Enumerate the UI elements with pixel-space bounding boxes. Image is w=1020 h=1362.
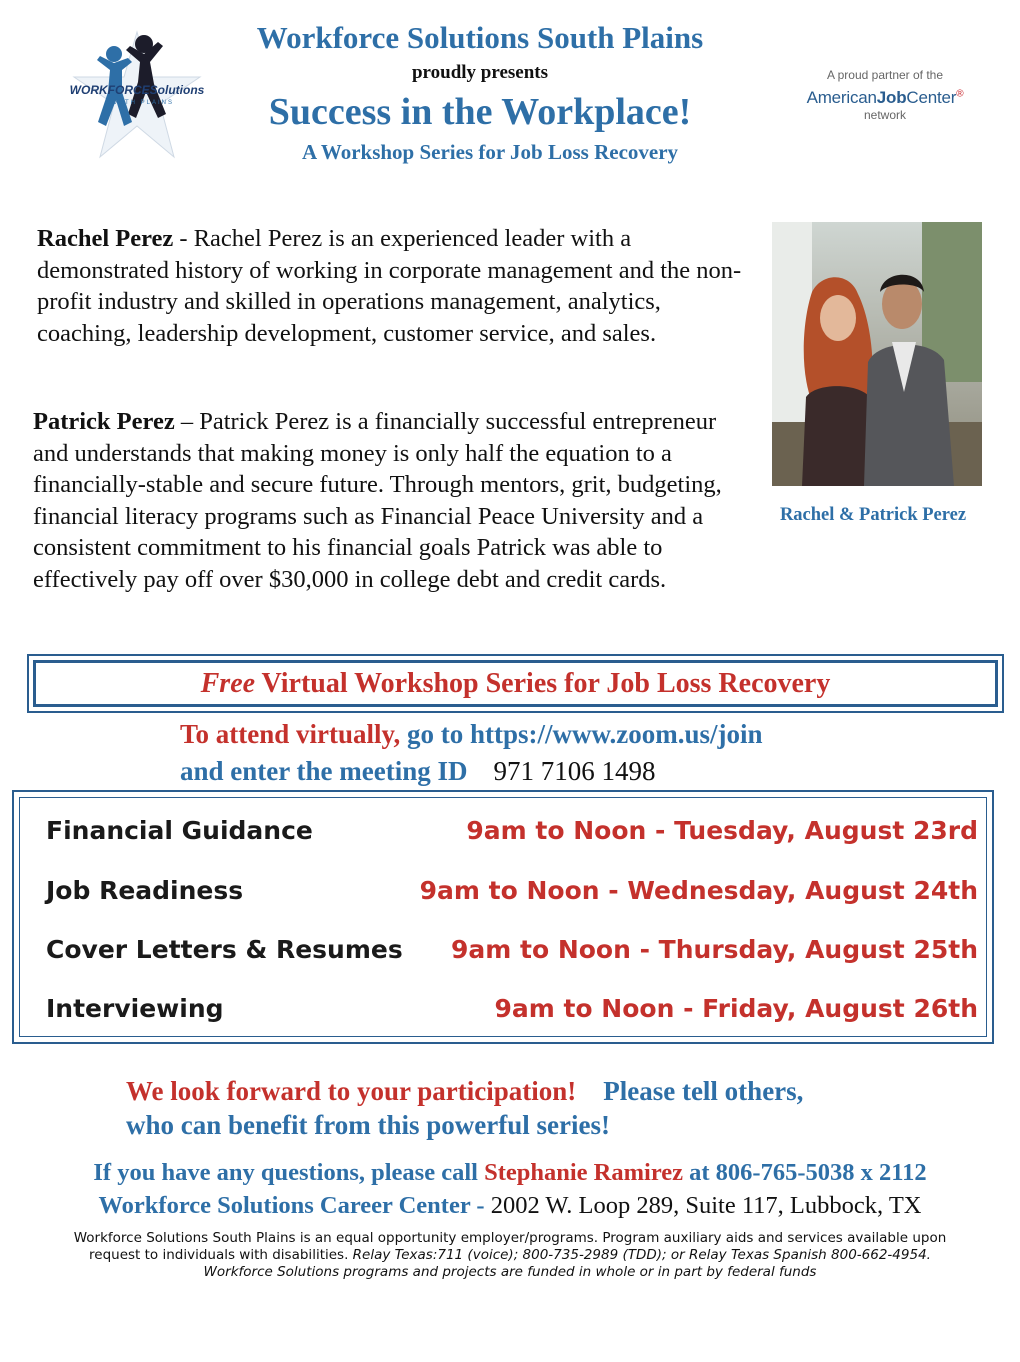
schedule-topic: Cover Letters & Resumes	[46, 935, 403, 964]
logo-subtext: SOUTH PLAINS	[105, 100, 175, 106]
career-center-name: Workforce Solutions Career Center -	[98, 1192, 491, 1219]
schedule-topic: Interviewing	[46, 994, 224, 1023]
attend-instructions	[180, 718, 940, 751]
schedule-time: 9am to Noon - Thursday, August 25th	[450, 935, 978, 964]
speakers-photo	[772, 222, 982, 486]
free-workshop-banner	[27, 654, 1004, 713]
partner-line: A proud partner of the	[826, 68, 944, 82]
photo-caption: Rachel & Patrick Perez	[779, 505, 967, 525]
schedule-row	[20, 925, 986, 975]
schedule-time: 9am to Noon - Tuesday, August 23rd	[466, 816, 978, 845]
contact-name: Stephanie Ramirez	[484, 1159, 683, 1186]
career-center-address: 2002 W. Loop 289, Suite 117, Lubbock, TX	[490, 1192, 922, 1219]
schedule-box	[12, 790, 994, 1044]
page-subtitle: A Workshop Series for Job Loss Recovery	[301, 140, 679, 164]
bio-rachel-separator: -	[173, 225, 194, 252]
schedule-topic: Financial Guidance	[46, 816, 313, 845]
banner-text: Virtual Workshop Series for Job Loss Recovery	[255, 668, 831, 699]
schedule-time: 9am to Noon - Wednesday, August 24th	[419, 876, 978, 905]
banner-free: Free	[200, 668, 256, 699]
bio-patrick-name: Patrick Perez	[33, 408, 175, 435]
schedule-row	[20, 984, 986, 1034]
bio-patrick-separator: –	[174, 408, 200, 435]
workforce-solutions-logo	[62, 22, 212, 167]
bio-rachel	[37, 223, 747, 349]
partner-brand-c: Center	[906, 88, 957, 107]
contact-phone: at 806-765-5038 x 2112	[683, 1159, 927, 1186]
attend-red: To attend virtually,	[180, 719, 401, 749]
schedule-row	[20, 806, 986, 856]
bio-rachel-text: Rachel Perez is an experienced leader with a demonstrated history of working in corporate management and the non-profit industry and skilled in operations management, analytics, coaching, leadership development, customer service, and sales.	[37, 225, 742, 347]
disclaimer-normal: Workforce Solutions South Plains is an equal opportunity employer/programs. Program auxiliary aids and services available upon request to individuals with disabilities.	[73, 1230, 947, 1263]
partner-brand-b: Job	[876, 88, 907, 107]
bio-rachel-name: Rachel Perez	[37, 225, 174, 252]
schedule-topic: Job Readiness	[46, 876, 244, 905]
career-center-line	[0, 1190, 1020, 1222]
contact-line	[0, 1157, 1020, 1189]
closing-line-2: who can benefit from this powerful series!	[126, 1110, 610, 1140]
partner-brand-a: American	[806, 88, 877, 107]
schedule-inner	[19, 797, 987, 1037]
closing-blue: Please tell others,	[603, 1076, 804, 1106]
partner-network: network	[863, 108, 907, 122]
zoom-link: go to https://www.zoom.us/join	[400, 719, 763, 749]
schedule-row	[20, 866, 986, 916]
logo-text: WORKFORCESolutions	[69, 83, 205, 97]
closing-red: We look forward to your participation!	[126, 1076, 577, 1106]
closing-line-1	[126, 1074, 946, 1108]
meeting-id: 971 7106 1498	[493, 756, 656, 786]
schedule-time: 9am to Noon - Friday, August 26th	[494, 994, 978, 1023]
organization-name: Workforce Solutions South Plains	[256, 20, 704, 55]
bio-patrick	[33, 406, 745, 595]
meeting-id-line	[180, 755, 880, 788]
registered-mark: ®	[956, 88, 964, 100]
meeting-id-label: and enter the meeting ID	[180, 756, 468, 786]
presents-line: proudly presents	[411, 62, 549, 83]
contact-prefix: If you have any questions, please call	[93, 1159, 485, 1186]
bio-patrick-text: Patrick Perez is a financially successful entrepreneur and understands that making money is only half the equation to a financially-stable and secure future. Through mentors, grit, budgeting, financial literacy programs such as Financial Peace University and a consistent commitment to his financial goals Patrick was able to effectively pay off over $30,000 in college debt and credit cards.	[33, 408, 722, 593]
banner-inner	[33, 660, 998, 707]
american-job-center-partner-logo	[790, 68, 980, 122]
partner-brand	[790, 88, 980, 108]
closing-message	[126, 1074, 946, 1142]
disclaimer	[55, 1230, 965, 1281]
disclaimer-italic: Relay Texas:711 (voice); 800-735-2989 (TDD); or Relay Texas Spanish 800-662-4954. Workforce Solutions programs and projects are funded in whole or in part by federal funds	[203, 1247, 931, 1280]
page-title: Success in the Workplace!	[268, 91, 692, 133]
